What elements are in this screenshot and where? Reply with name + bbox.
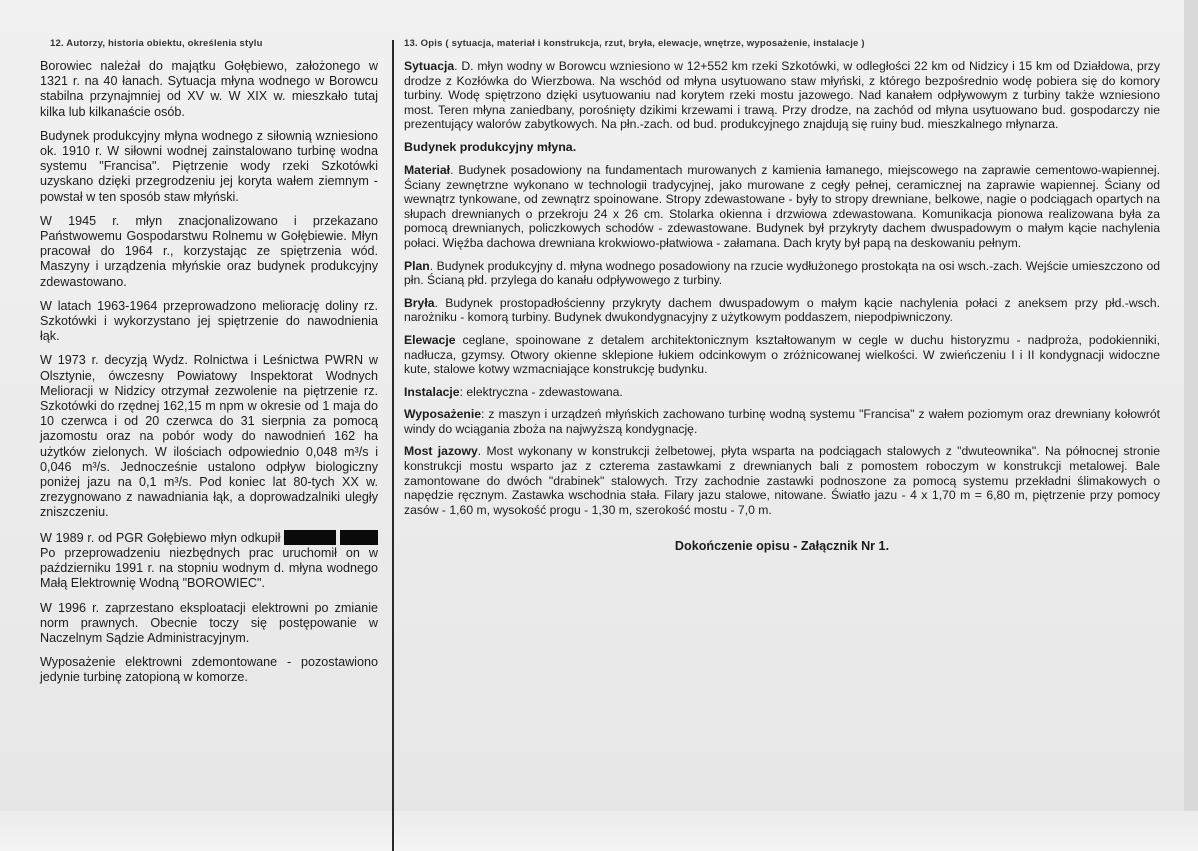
section-instalacje	[404, 385, 1160, 400]
elewacje-label: Elewacje	[404, 332, 456, 347]
wyposazenie-text: : z maszyn i urządzeń młyńskich zachowano turbinę wodną systemu "Francisa" z wałem poziomym oraz drewniany kołowrót windy do wciągania zboża na najwyższą kondygnację.	[404, 407, 1160, 436]
left-paragraph-8: Wyposażenie elektrowni zdemontowane - pozostawiono jedynie turbinę zatopioną w komorze.	[40, 655, 378, 685]
wyposazenie-label: Wyposażenie	[404, 407, 481, 422]
section-wyposazenie	[404, 407, 1160, 436]
section-material	[404, 163, 1160, 251]
most-label: Most jazowy	[404, 444, 478, 459]
instalacje-label: Instalacje	[404, 384, 460, 399]
left-paragraph-7: W 1996 r. zaprzestano eksploatacji elektrowni po zmianie norm prawnych. Obecnie toczy się postępowanie w Naczelnym Sądzie Administracyjnym.	[40, 600, 378, 645]
left-paragraph-5: W 1973 r. decyzją Wydz. Rolnictwa i Leśnictwa PWRN w Olsztynie, ówczesny Powiatowy Inspektorat Wodnych Melioracji w Nidzicy otrzymał zezwolenie na piętrzenie rz. Szkotówki do rzędnej 162,15 m npm w okresie od 1 maja do 10 czerwca i od 20 czerwca do 31 sierpnia za pomocą jazomostu oraz na pobór wody do nawodnień 162 ha użytków zielonych. W ilościach odpowiednio 0,048 m³/s i 0,046 m³/s. Jednocześnie ustalono odpływ biologiczny poniżej jazu na 0,1 m³/s. Pod koniec lat 80-tych XX w. zrezygnowano z nawadniania łąk, a doprowadzalniki uległy zniszczeniu.	[40, 353, 378, 520]
paper-edge-bottom	[0, 811, 1198, 851]
instalacje-text: : elektryczna - zdewastowana.	[459, 384, 623, 399]
right-column	[404, 38, 1160, 553]
section-bryla	[404, 296, 1160, 325]
budynek-subheading: Budynek produkcyjny młyna.	[404, 139, 577, 154]
footer-note: Dokończenie opisu - Załącznik Nr 1.	[674, 539, 890, 554]
column-divider	[392, 40, 394, 851]
bryla-label: Bryła	[404, 295, 435, 310]
left-paragraph-1: Borowiec należał do majątku Gołębiewo, założonego w 1321 r. na 40 łanach. Sytuacja młyna wodnego w Borowcu stabilna przynajmniej od XV w. W XIX w. mieszkało tutaj kilka lub kilkanaście osób.	[40, 59, 378, 119]
left-paragraph-6-end: Po przeprowadzeniu niezbędnych prac uruchomił on w październiku 1991 r. na stopniu wodnym d. młyna wodnego Małą Elektrownię Wodną "BOROWIEC".	[40, 545, 378, 591]
plan-label: Plan	[404, 258, 430, 273]
section-plan	[404, 259, 1160, 288]
most-text: . Most wykonany w konstrukcji żelbetowej, płyta wsparta na podciągach stalowych z "dwuteownika". Na północnej stronie konstrukcji mostu wsparto jaz z czterema zastawkami z drewnianych bali z pomostem roboczym w konstrukcji metalowej. Bale zamontowane do dwóch "drabinek" stalowych. Trzy zachodnie zastawki podnoszone za pomocą systemu przekładni ślimakowych o napędzie ręcznym. Zastawka wschodnia stała. Filary jazu stalowe, nitowane. Światło jazu - 4 x 1,70 m = 6,80 m, piętrzenie przy pomocy zasów - 1,60 m, wysokość progu - 1,30 m, szerokość mostu - 7,0 m.	[404, 444, 1161, 517]
left-paragraph-4: W latach 1963-1964 przeprowadzono meliorację doliny rz. Szkotówki i wykorzystano jej spiętrzenie do nawodnienia łąk.	[40, 298, 378, 344]
redaction-block	[284, 530, 336, 545]
left-paragraph-3: W 1945 r. młyn znacjonalizowano i przekazano Państwowemu Gospodarstwu Rolnemu w Gołębiewie. Młyn pracował do 1964 r., korzystając ze spiętrzenia wód. Maszyny i urządzenia młyńskie oraz budynek produkcyjny zdewastowano.	[40, 213, 378, 289]
left-paragraph-2: Budynek produkcyjny młyna wodnego z siłownią wzniesiono ok. 1910 r. W siłowni wodnej zainstalowano turbinę wodna systemu "Francisa". Piętrzenie wody rzeki Szkotówki uzyskano dzięki przegrodzeniu jej koryta wałem ziemnym - powstał w ten sposób staw młyński.	[40, 128, 378, 204]
redaction-block	[340, 530, 378, 545]
bryla-text: . Budynek prostopadłościenny przykryty dachem dwuspadowym o małym kącie nachylenia połaci z aneksem przy płd.-wsch. narożniku - komorą turbiny. Budynek dwukondygnacyjny z użytkowym poddaszem, niepodpiwniczony.	[404, 295, 1160, 325]
material-label: Materiał	[404, 162, 451, 177]
sytuacja-label: Sytuacja	[404, 59, 455, 73]
left-paragraph-6-start: W 1989 r. od PGR Gołębiewo młyn odkupił	[40, 530, 281, 545]
left-heading: 12. Autorzy, historia obiektu, określenia stylu	[50, 38, 263, 49]
section-most	[404, 444, 1160, 517]
elewacje-text: ceglane, spoinowane z detalem architektonicznym kształtowanym w cegle w duchu historyzmu - nadproża, podokienniki, nadłucza, gzymsy. Otwory okienne sklepione łukiem odcinkowym o zróżnicowanej wielkości. W zwieńczeniu I i II kondygnacji widoczne kute, stalowe kotwy wzmacniające konstrukcję budynku.	[404, 332, 1160, 377]
sytuacja-text: . D. młyn wodny w Borowcu wzniesiono w 12+552 km rzeki Szkotówki, w odległości 22 km od Nidzicy i 15 km od Działdowa, przy drodze z Kozłówka do Wierzbowa. Na wschód od młyna usytuowano staw młyński, z którego bezpośrednio wodę pobiera się do komory turbiny. Wodę spiętrzono dzięki usytuowaniu nad korytem rzeki mostu jazowego. Nad kanałem odpływowym z turbiny także wzniesiono most. Teren młyna zaniedbany, porośnięty dzikimi krzewami i trawą. Przy drodze, na zachód od młyna usytuowano bud. gospodarczy nie prezentujący walorów zabytkowych. Na płn.-zach. od bud. produkcyjnego znajdują się ruiny bud. mieszkalnego młynarza.	[404, 59, 1160, 132]
material-text: . Budynek posadowiony na fundamentach murowanych z kamienia łamanego, miejscowego na zaprawie cementowo-wapiennej. Ściany zewnętrzne wykonano w technologii tradycyjnej, jako murowane z cegły pełnej, ceramicznej na zaprawie wapiennej. Ściany od wewnątrz tynkowane, od zewnątrz spoinowane. Stropy zdewastowane - były to stropy drewniane, belkowe, nagie o podciągach opartych na słupach drewnianych o przekroju 24 x 26 cm. Stolarka okienna i drzwiowa zdewastowana. Komunikacja pionowa realizowana była za pomocą drewnianych, policzkowych schodów - zdewastowane. Budynek był przykryty dachem dwuspadowym o małym kącie nachylenia połaci. Więźba dachowa drewniana krokwiowo-płatwiowa - załamana. Dach kryty był papą na deskowaniu pełnym.	[404, 162, 1160, 250]
paper-edge-right	[1184, 0, 1198, 851]
right-heading: 13. Opis ( sytuacja, materiał i konstrukcja, rzut, bryła, elewacje, wnętrze, wyposażenie, instalacje )	[404, 38, 865, 49]
plan-text: . Budynek produkcyjny d. młyna wodnego posadowiony na rzucie wydłużonego prostokąta na osi wsch.-zach. Wejście umieszczono od płn. Ścianą płd. przylega do kanału odpływowego z turbiny.	[404, 258, 1160, 288]
left-column	[40, 38, 378, 695]
section-sytuacja	[404, 59, 1160, 132]
left-paragraph-6	[40, 530, 378, 592]
section-elewacje	[404, 333, 1160, 377]
